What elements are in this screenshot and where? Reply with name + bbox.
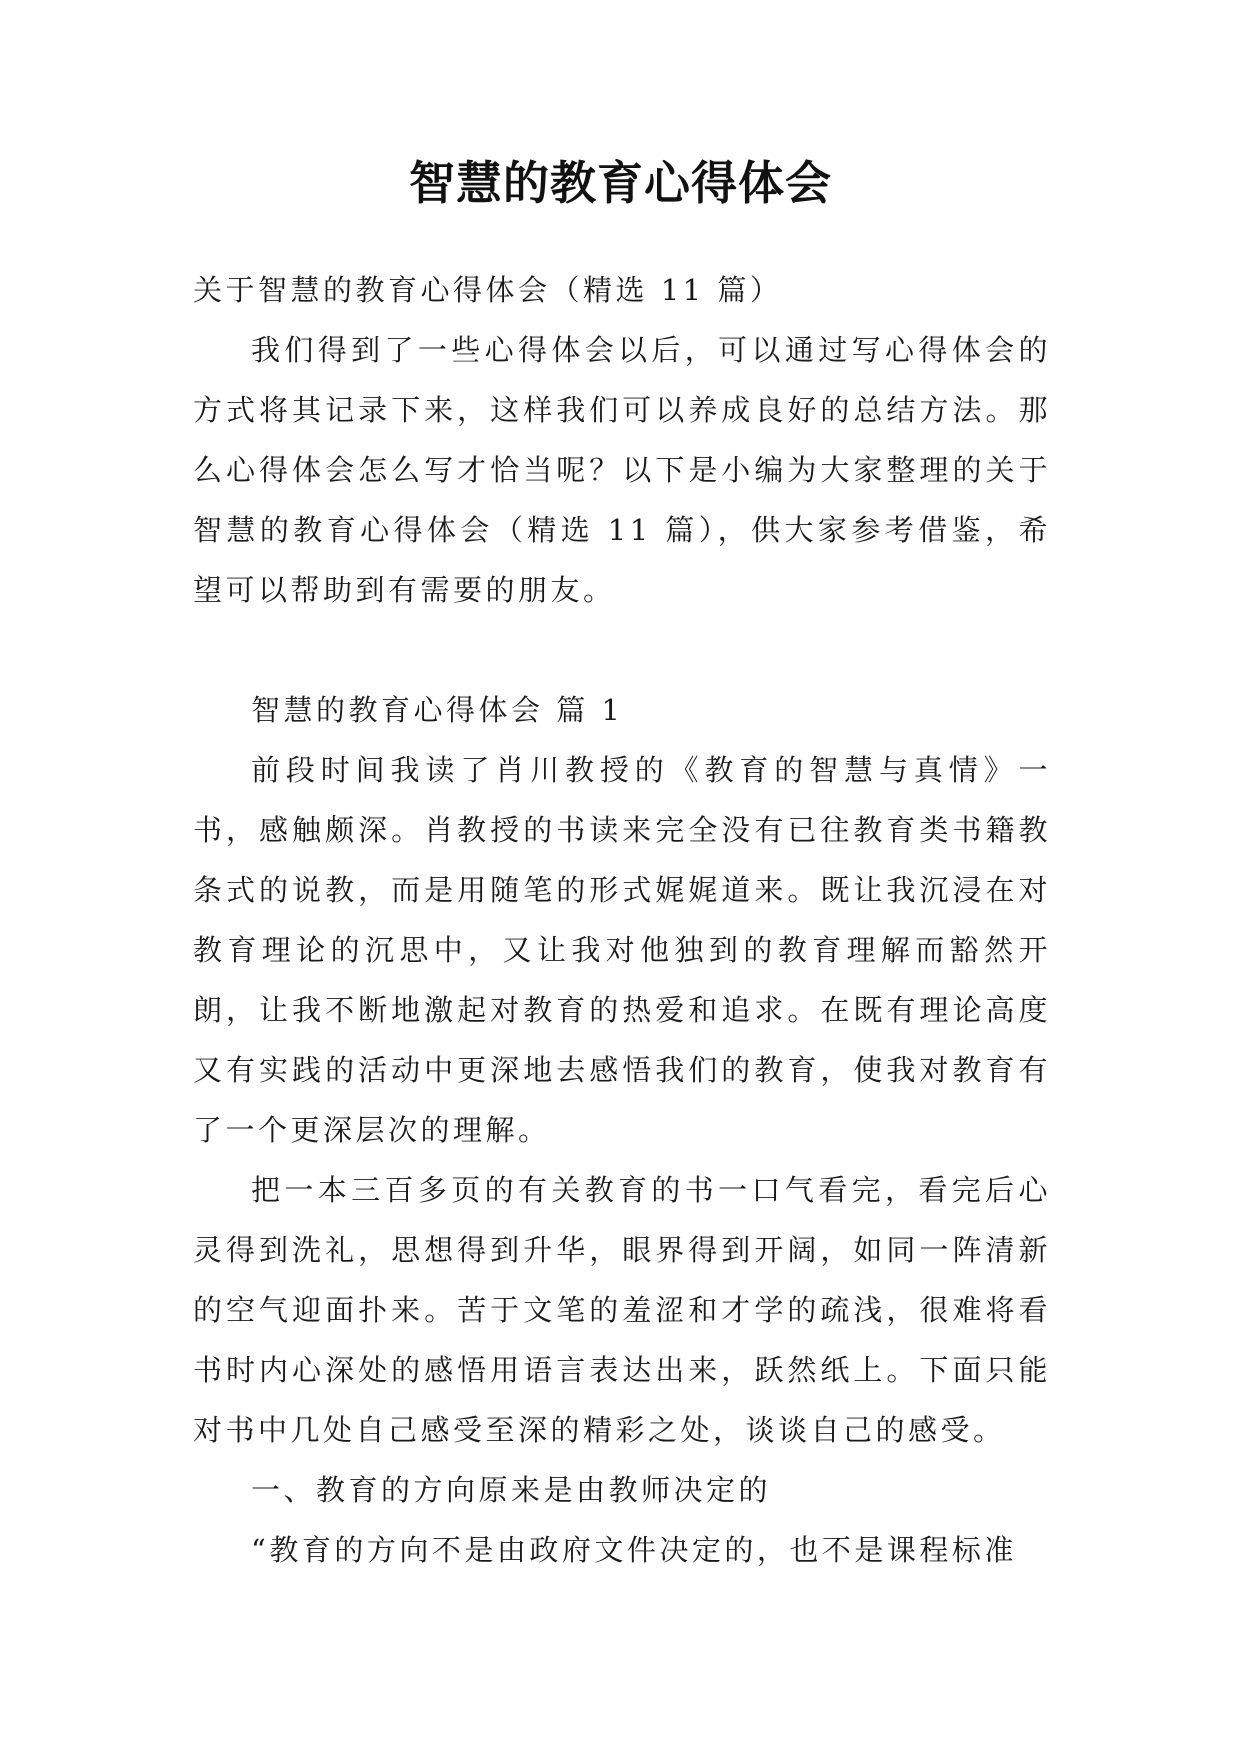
point-heading-1: 一、教育的方向原来是由教师决定的 [251, 1473, 772, 1507]
body-paragraph-2: 把一本三百多页的有关教育的书一口气看完，看完后心灵得到洗礼，思想得到升华，眼界得到开阔，如同一阵清新的空气迎面扑来。苦于文笔的羞涩和才学的疏浅，很难将看书时内心深处的感悟用语言表达出来，跃然纸上。下面只能对书中几处自己感受至深的精彩之处，谈谈自己的感受。 [193, 1173, 1051, 1447]
section-heading: 智慧的教育心得体会 篇 1 [251, 693, 624, 727]
document-subtitle: 关于智慧的教育心得体会（精选 11 篇） [193, 273, 783, 307]
document-body [193, 260, 1051, 1580]
section-spacer [193, 620, 1051, 680]
intro-paragraph: 我们得到了一些心得体会以后，可以通过写心得体会的方式将其记录下来，这样我们可以养成良好的总结方法。那么心得体会怎么写才恰当呢？以下是小编为大家整理的关于智慧的教育心得体会（精选 11 篇），供大家参考借鉴，希望可以帮助到有需要的朋友。 [193, 333, 1051, 607]
body-paragraph-1: 前段时间我读了肖川教授的《教育的智慧与真情》一书，感触颇深。肖教授的书读来完全没有已往教育类书籍教条式的说教，而是用随笔的形式娓娓道来。既让我沉浸在对教育理论的沉思中，又让我对他独到的教育理解而豁然开朗，让我不断地激起对教育的热爱和追求。在既有理论高度又有实践的活动中更深地去感悟我们的教育，使我对教育有了一个更深层次的理解。 [193, 753, 1051, 1147]
document-title: 智慧的教育心得体会 [409, 156, 832, 210]
quote-paragraph: “教育的方向不是由政府文件决定的，也不是课程标准 [251, 1533, 1017, 1567]
